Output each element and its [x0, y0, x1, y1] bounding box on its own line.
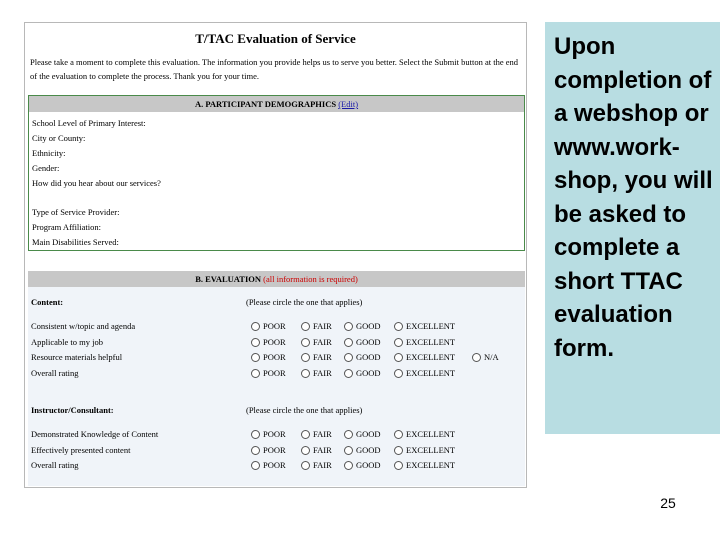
rating-option-label: EXCELLENT — [406, 445, 456, 455]
rating-option-label: POOR — [263, 460, 286, 470]
rating-option-label: FAIR — [313, 368, 332, 378]
rating-option-poor[interactable] — [251, 429, 286, 440]
rating-option-label: POOR — [263, 321, 286, 331]
rating-option-good[interactable] — [344, 321, 381, 332]
field-program-affiliation: Program Affiliation: — [32, 222, 102, 232]
rating-row — [28, 352, 525, 363]
radio-button-icon[interactable] — [394, 461, 403, 470]
rating-option-label: GOOD — [356, 460, 381, 470]
rating-option-fair[interactable] — [301, 321, 332, 332]
form-intro: Please take a moment to complete this evaluation. The information you provide helps us to serve you better. Select the Submit button at the end of the evaluation to complete the process. Thank you for your time. — [30, 57, 519, 81]
radio-button-icon[interactable] — [251, 353, 260, 362]
field-city-county: City or County: — [32, 133, 86, 143]
radio-button-icon[interactable] — [301, 338, 310, 347]
rating-option-label: POOR — [263, 445, 286, 455]
rating-option-label: GOOD — [356, 352, 381, 362]
evaluation-panel — [28, 271, 525, 486]
rating-option-label: EXCELLENT — [406, 460, 456, 470]
rating-row — [28, 321, 525, 332]
radio-button-icon[interactable] — [251, 430, 260, 439]
rating-option-label: EXCELLENT — [406, 352, 456, 362]
radio-button-icon[interactable] — [394, 430, 403, 439]
rating-row-label: Overall rating — [31, 368, 79, 378]
rating-option-label: EXCELLENT — [406, 429, 456, 439]
rating-option-fair[interactable] — [301, 337, 332, 348]
participant-demographics-panel — [28, 95, 525, 251]
rating-option-label: FAIR — [313, 429, 332, 439]
rating-row — [28, 460, 525, 471]
rating-option-excellent[interactable] — [394, 321, 455, 332]
radio-button-icon[interactable] — [251, 461, 260, 470]
callout-text: Upon completion of a webshop or www.work-shop, you will be asked to complete a short TTAC evaluation form. — [554, 33, 713, 362]
radio-button-icon[interactable] — [394, 369, 403, 378]
field-referral: How did you hear about our services? — [32, 178, 161, 188]
field-main-disabilities: Main Disabilities Served: — [32, 237, 119, 247]
rating-option-label: EXCELLENT — [406, 368, 456, 378]
rating-option-label: FAIR — [313, 337, 332, 347]
field-gender: Gender: — [32, 163, 60, 173]
radio-button-icon[interactable] — [301, 446, 310, 455]
form-title: T/TAC Evaluation of Service — [195, 31, 356, 46]
radio-button-icon[interactable] — [301, 461, 310, 470]
radio-button-icon[interactable] — [394, 353, 403, 362]
radio-button-icon[interactable] — [301, 322, 310, 331]
rating-option-label: POOR — [263, 352, 286, 362]
radio-button-icon[interactable] — [251, 369, 260, 378]
instructor-heading: Instructor/Consultant: — [31, 405, 114, 415]
rating-option-excellent[interactable] — [394, 352, 455, 363]
rating-option-fair[interactable] — [301, 429, 332, 440]
rating-option-fair[interactable] — [301, 460, 332, 471]
radio-button-icon[interactable] — [394, 446, 403, 455]
section-a-title: A. PARTICIPANT DEMOGRAPHICS — [194, 99, 337, 109]
rating-option-excellent[interactable] — [394, 368, 455, 379]
rating-option-label: GOOD — [356, 445, 381, 455]
evaluation-form-screenshot — [24, 22, 527, 488]
radio-button-icon[interactable] — [394, 322, 403, 331]
rating-row-label: Overall rating — [31, 460, 79, 470]
rating-option-excellent[interactable] — [394, 429, 455, 440]
radio-button-icon[interactable] — [344, 461, 353, 470]
rating-option-label: POOR — [263, 429, 286, 439]
radio-button-icon[interactable] — [251, 446, 260, 455]
rating-option-fair[interactable] — [301, 445, 332, 456]
rating-option-good[interactable] — [344, 445, 381, 456]
rating-row-label: Demonstrated Knowledge of Content — [31, 429, 159, 439]
rating-row-label: Effectively presented content — [31, 445, 131, 455]
rating-option-good[interactable] — [344, 352, 381, 363]
field-ethnicity: Ethnicity: — [32, 148, 66, 158]
rating-option-label: GOOD — [356, 368, 381, 378]
rating-option-fair[interactable] — [301, 352, 332, 363]
rating-option-label: POOR — [263, 368, 286, 378]
section-b-header — [28, 271, 525, 287]
rating-option-good[interactable] — [344, 460, 381, 471]
rating-option-poor[interactable] — [251, 321, 286, 332]
rating-option-label: FAIR — [313, 321, 332, 331]
field-provider-type: Type of Service Provider: — [32, 207, 120, 217]
radio-button-icon[interactable] — [301, 353, 310, 362]
rating-option-excellent[interactable] — [394, 445, 455, 456]
required-note: (all information is required) — [263, 274, 358, 284]
radio-button-icon[interactable] — [251, 338, 260, 347]
rating-option-label: FAIR — [313, 445, 332, 455]
rating-option-label: EXCELLENT — [406, 337, 456, 347]
rating-row — [28, 337, 525, 348]
rating-row-label: Consistent w/topic and agenda — [31, 321, 136, 331]
rating-option-fair[interactable] — [301, 368, 332, 379]
evaluation-body — [28, 287, 525, 486]
radio-button-icon[interactable] — [344, 369, 353, 378]
page-number: 25 — [660, 495, 676, 511]
radio-button-icon[interactable] — [301, 430, 310, 439]
radio-button-icon[interactable] — [472, 353, 481, 362]
radio-button-icon[interactable] — [394, 338, 403, 347]
radio-button-icon[interactable] — [344, 430, 353, 439]
rating-option-label: GOOD — [356, 429, 381, 439]
rating-option-good[interactable] — [344, 337, 381, 348]
callout-box — [545, 22, 720, 434]
rating-row-label: Resource materials helpful — [31, 352, 123, 362]
rating-option-excellent[interactable] — [394, 460, 455, 471]
radio-button-icon[interactable] — [344, 353, 353, 362]
content-hint: (Please circle the one that applies) — [246, 297, 363, 307]
radio-button-icon[interactable] — [344, 322, 353, 331]
rating-option-poor[interactable] — [251, 352, 286, 363]
field-school-level: School Level of Primary Interest: — [32, 118, 146, 128]
radio-button-icon[interactable] — [301, 369, 310, 378]
rating-option-label: FAIR — [313, 352, 332, 362]
rating-option-poor[interactable] — [251, 337, 286, 348]
rating-option-label: POOR — [263, 337, 286, 347]
rating-row — [28, 445, 525, 456]
rating-option-label: EXCELLENT — [406, 321, 456, 331]
rating-option-excellent[interactable] — [394, 337, 455, 348]
rating-option-good[interactable] — [344, 429, 381, 440]
section-b-title: B. EVALUATION — [195, 274, 262, 284]
rating-row — [28, 368, 525, 379]
rating-row — [28, 429, 525, 440]
radio-button-icon[interactable] — [344, 446, 353, 455]
rating-option-poor[interactable] — [251, 460, 286, 471]
radio-button-icon[interactable] — [251, 322, 260, 331]
rating-row-label: Applicable to my job — [31, 337, 104, 347]
rating-option-na[interactable] — [472, 352, 499, 363]
radio-button-icon[interactable] — [344, 338, 353, 347]
instructor-hint: (Please circle the one that applies) — [246, 405, 363, 415]
section-a-header — [29, 96, 524, 112]
rating-option-label: GOOD — [356, 337, 381, 347]
edit-link[interactable]: (Edit) — [338, 99, 359, 109]
rating-option-label: FAIR — [313, 460, 332, 470]
content-heading: Content: — [31, 297, 64, 307]
rating-option-poor[interactable] — [251, 445, 286, 456]
rating-option-label: GOOD — [356, 321, 381, 331]
rating-option-label: N/A — [484, 352, 499, 362]
rating-option-poor[interactable] — [251, 368, 286, 379]
rating-option-good[interactable] — [344, 368, 381, 379]
